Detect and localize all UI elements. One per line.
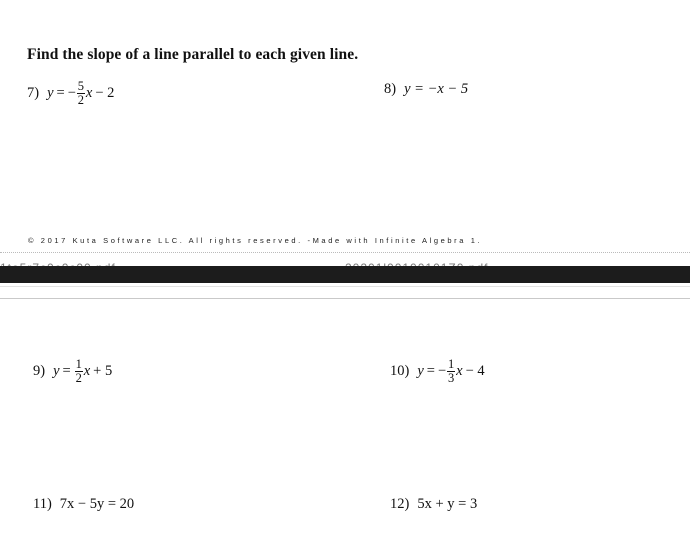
constant-term: − 2	[95, 85, 115, 101]
variable-y: y	[417, 363, 424, 379]
problem-number: 10)	[390, 363, 410, 379]
fraction	[77, 80, 85, 107]
equals-sign: =	[56, 85, 65, 101]
equals-sign: =	[62, 363, 71, 379]
fraction	[447, 358, 455, 385]
equation: 7x − 5y = 20	[59, 496, 135, 512]
problem-7	[27, 80, 117, 107]
variable-x: x	[83, 363, 91, 379]
page-edge-line	[0, 286, 690, 287]
problem-number: 12)	[390, 496, 410, 512]
problem-number: 9)	[33, 363, 46, 379]
fraction-numerator: 1	[448, 357, 455, 371]
problem-8	[384, 81, 468, 98]
problem-number: 7)	[27, 85, 40, 101]
fraction-denominator: 3	[448, 371, 455, 385]
fraction-denominator: 2	[77, 93, 85, 107]
negative-sign: −	[67, 85, 76, 101]
problem-11	[33, 496, 134, 513]
problem-10	[390, 358, 488, 385]
problem-number: 8)	[384, 81, 397, 97]
problem-9	[33, 358, 115, 385]
fraction	[75, 358, 83, 385]
problem-number: 11)	[33, 496, 52, 512]
footer-divider	[0, 252, 690, 253]
constant-term: + 5	[93, 363, 113, 379]
fraction-denominator: 2	[75, 371, 82, 385]
equation: 5x + y = 3	[417, 496, 478, 512]
equation: y = −x − 5	[404, 81, 469, 97]
negative-sign: −	[437, 363, 447, 379]
problem-12	[390, 496, 477, 513]
variable-y: y	[47, 85, 54, 101]
fraction-numerator: 5	[77, 79, 85, 93]
variable-x: x	[85, 85, 93, 101]
page-edge-line	[0, 298, 690, 299]
variable-y: y	[53, 363, 60, 379]
fraction-numerator: 1	[75, 357, 82, 371]
copyright-footer: © 2017 Kuta Software LLC. All rights reserved. -Made with Infinite Algebra 1.	[28, 236, 483, 245]
worksheet-heading: Find the slope of a line parallel to each given line.	[27, 46, 359, 63]
page-separator-band	[0, 266, 690, 283]
constant-term: − 4	[465, 363, 485, 379]
equals-sign: =	[426, 363, 435, 379]
variable-x: x	[456, 363, 463, 379]
